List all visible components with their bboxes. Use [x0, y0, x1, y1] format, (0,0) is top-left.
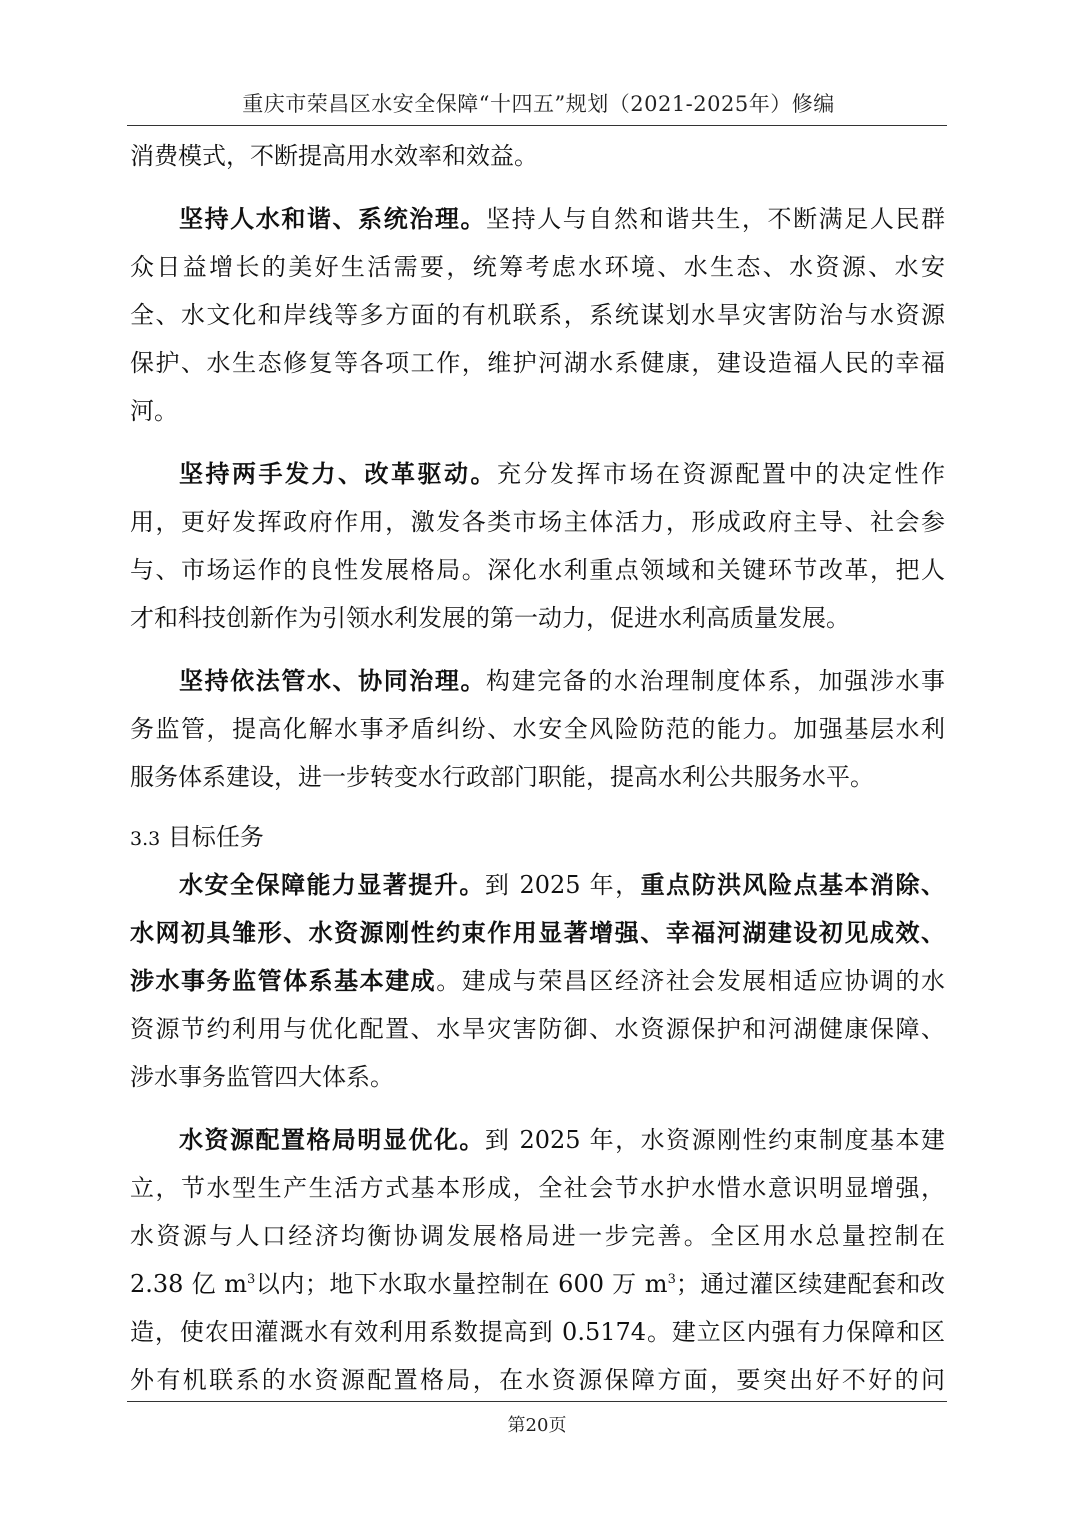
- section-number: 3.3: [130, 828, 161, 850]
- paragraph-line: 坚持依法管水、协同治理。构建完备的水治理制度体系，加强涉水事: [179, 666, 946, 695]
- paragraph-line: 水网初具雏形、水资源刚性约束作用显著增强、幸福河湖建设初见成效、: [130, 918, 945, 947]
- paragraph-line: 与、市场运作的良性发展格局。深化水利重点领域和关键环节改革，把人: [130, 556, 945, 584]
- bold-lead: 坚持两手发力、改革驱动。: [179, 459, 497, 488]
- document-body: [130, 132, 945, 1404]
- header-rule: [127, 125, 947, 126]
- paragraph-line: 涉水事务监管体系基本建成。建成与荣昌区经济社会发展相适应协调的水: [130, 966, 946, 995]
- page-header: 重庆市荣昌区水安全保障“十四五”规划（2021-2025年）修编: [242, 92, 835, 116]
- paragraph-line: 2.38 亿 $m^3$以内；地下水取水量控制在 600 万 $m^3$；通过灌区续建配套和改: [130, 1270, 946, 1298]
- paragraph-line: 立，节水型生产生活方式基本形成，全社会节水护水惜水意识明显增强，: [130, 1174, 945, 1202]
- paragraph-line: 坚持人水和谐、系统治理。坚持人与自然和谐共生，不断满足人民群: [179, 204, 946, 233]
- bold-lead: 坚持依法管水、协同治理。: [179, 666, 487, 695]
- paragraph-line: 水资源与人口经济均衡协调发展格局进一步完善。全区用水总量控制在: [130, 1222, 945, 1250]
- bold-lead: 水安全保障能力显著提升。: [179, 870, 485, 899]
- paragraph-line: 水安全保障能力显著提升。到 2025 年，重点防洪风险点基本消除、: [179, 870, 946, 899]
- section-title: 目标任务: [167, 823, 264, 851]
- section-heading: [130, 813, 945, 861]
- paragraph-line: 务监管，提高化解水事矛盾纠纷、水安全风险防范的能力。加强基层水利: [130, 715, 945, 743]
- paragraph-line: 资源节约利用与优化配置、水旱灾害防御、水资源保护和河湖健康保障、: [130, 1015, 945, 1043]
- paragraph-line: 外有机联系的水资源配置格局，在水资源保障方面，要突出好不好的问: [130, 1366, 945, 1394]
- paragraph-line: 服务体系建设，进一步转变水行政部门职能，提高水利公共服务水平。: [130, 763, 874, 791]
- paragraph-line: 水资源配置格局明显优化。到 2025 年，水资源刚性约束制度基本建: [179, 1125, 945, 1154]
- paragraph-line: 保护、水生态修复等各项工作，维护河湖水系健康，建设造福人民的幸福: [130, 349, 945, 377]
- paragraph-line: 涉水事务监管四大体系。: [130, 1063, 394, 1091]
- paragraph-line: 全、水文化和岸线等多方面的有机联系，系统谋划水旱灾害防治与水资源: [130, 301, 945, 329]
- paragraph-line: 众日益增长的美好生活需要，统筹考虑水环境、水生态、水资源、水安: [130, 253, 945, 281]
- page-number: 第20页: [507, 1415, 567, 1436]
- footer-rule: [127, 1401, 947, 1402]
- paragraph-line: 消费模式，不断提高用水效率和效益。: [130, 142, 538, 170]
- paragraph-line: 用，更好发挥政府作用，激发各类市场主体活力，形成政府主导、社会参: [130, 508, 945, 536]
- bold-lead: 水资源配置格局明显优化。: [179, 1125, 485, 1154]
- paragraph-line: 坚持两手发力、改革驱动。充分发挥市场在资源配置中的决定性作: [179, 459, 945, 488]
- paragraph-line: 才和科技创新作为引领水利发展的第一动力，促进水利高质量发展。: [130, 604, 850, 632]
- bold-lead: 坚持人水和谐、系统治理。: [179, 204, 487, 233]
- paragraph-line: 造，使农田灌溉水有效利用系数提高到 0.5174。建立区内强有力保障和区: [130, 1318, 945, 1346]
- paragraph-line: 河。: [130, 397, 178, 425]
